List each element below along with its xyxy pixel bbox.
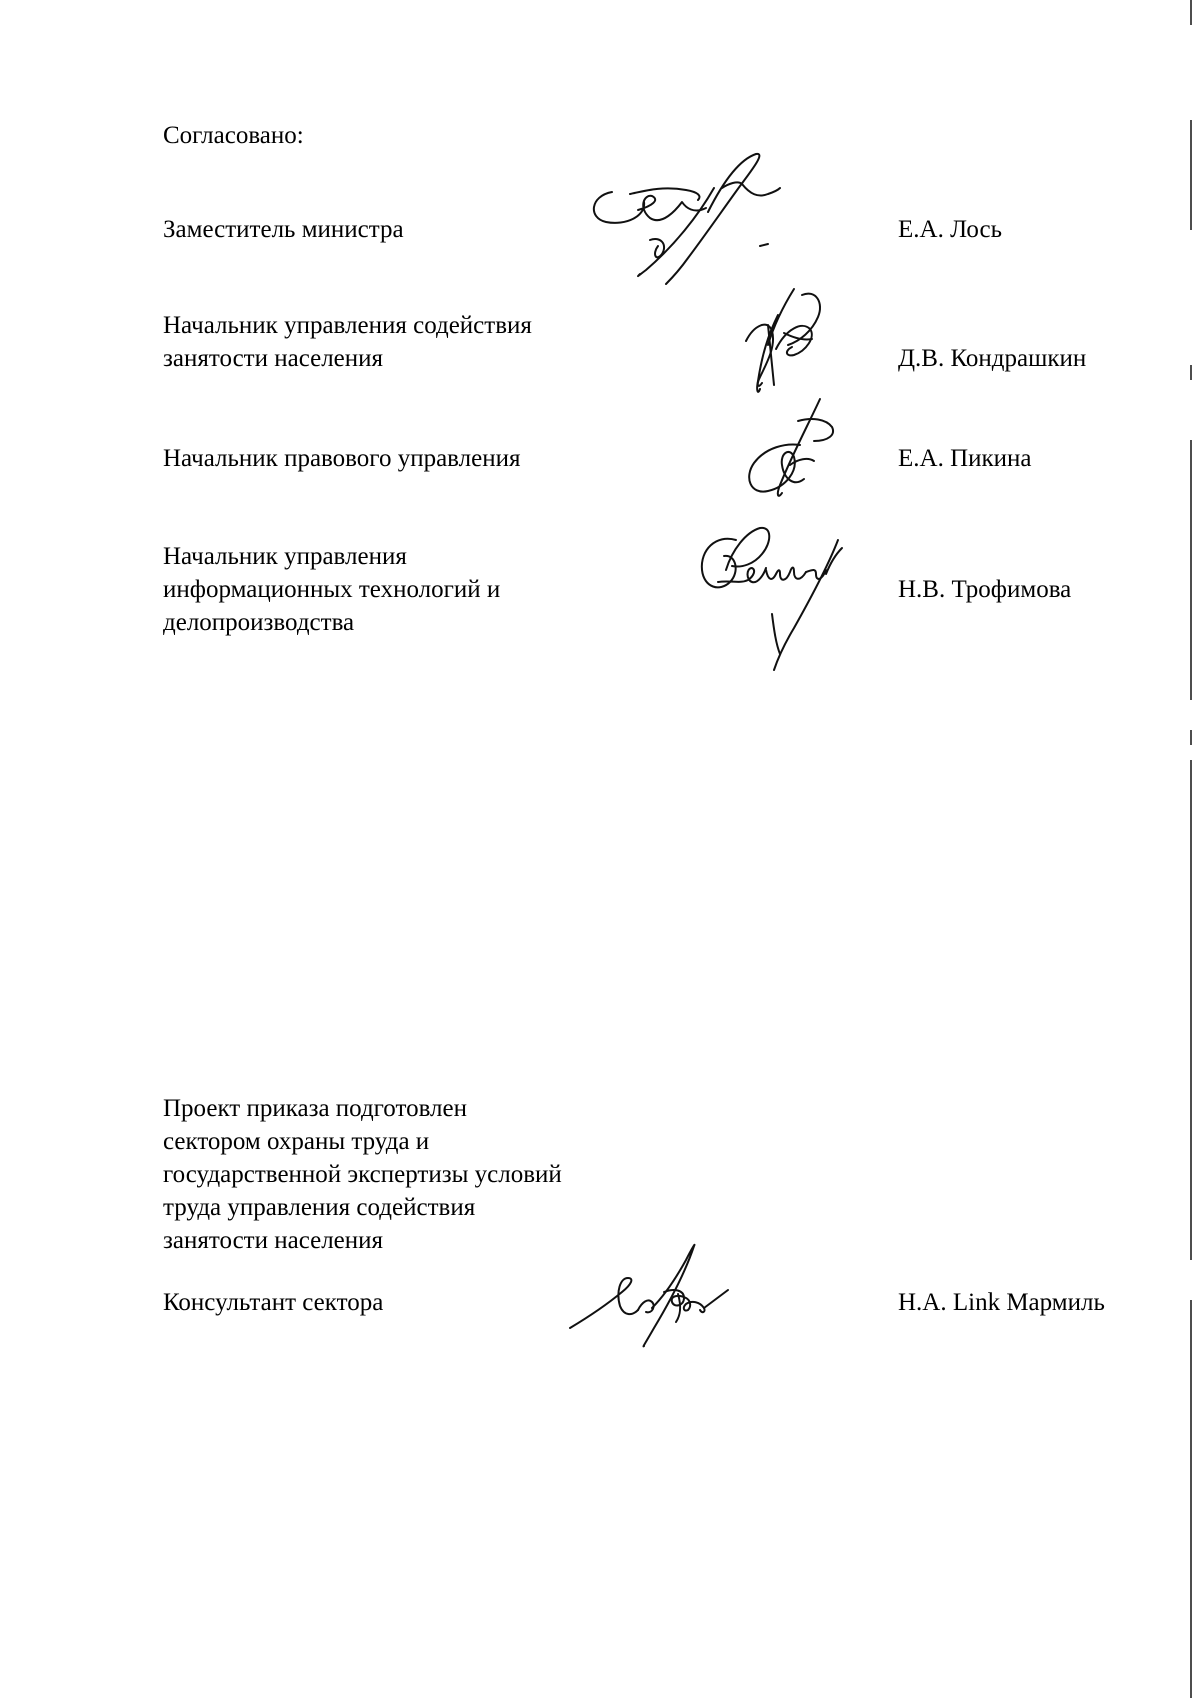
signature-it-head [696,510,856,680]
approver-name: Е.А. Лось [898,216,1003,243]
approval-heading: Согласовано: [163,122,304,149]
prepared-line: занятости населения [163,1227,384,1254]
approver-name: Н.В. Трофимова [898,576,1072,603]
scan-edge-line [1189,0,1193,1698]
approver-position-line: Начальник управления содействия [163,312,532,339]
approver-position-line: делопроизводства [163,609,355,636]
signature-consultant [568,1236,758,1356]
prepared-line: государственной экспертизы условий [163,1161,562,1188]
prepared-line: сектором охраны труда и [163,1128,430,1155]
signature-legal-head [742,395,842,505]
approver-position-line: Начальник управления [163,543,407,570]
preparer-name: Н.А. Link Мармиль [898,1289,1105,1316]
approver-position-line: занятости населения [163,345,384,372]
approver-position: Заместитель министра [163,216,404,243]
approver-position-line: информационных технологий и [163,576,501,603]
approver-position: Начальник правового управления [163,445,521,472]
signature-employment-head [738,285,838,400]
approver-name: Е.А. Пикина [898,445,1032,472]
prepared-line: Проект приказа подготовлен [163,1095,467,1122]
signature-deputy-minister [582,150,782,295]
preparer-position: Консультант сектора [163,1289,384,1316]
prepared-line: труда управления содействия [163,1194,476,1221]
approver-name: Д.В. Кондрашкин [898,345,1087,372]
